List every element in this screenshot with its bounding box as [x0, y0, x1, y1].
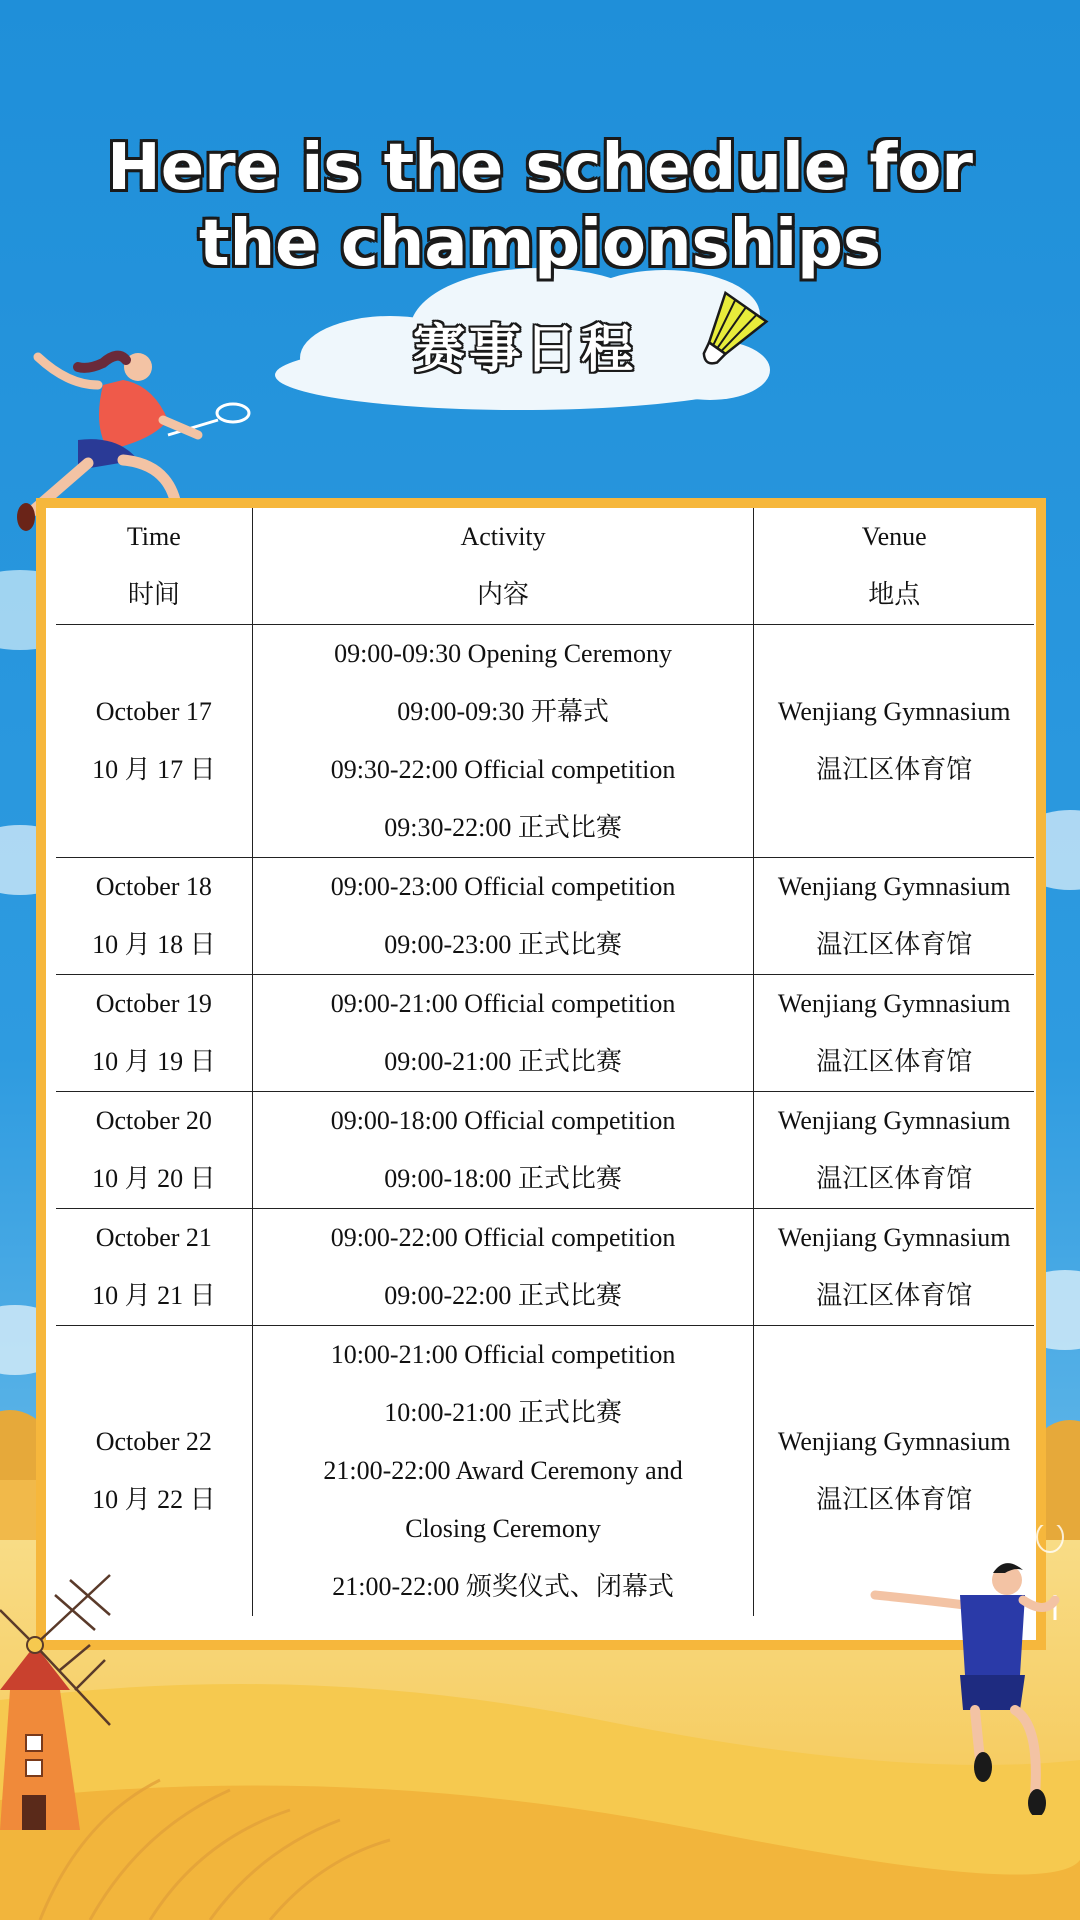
subtitle: 赛事日程: [412, 320, 637, 380]
venue-cell: Wenjiang Gymnasium 温江区体育馆: [754, 858, 1034, 975]
windmill-icon: [0, 1550, 140, 1850]
table-header-row: [56, 508, 1034, 625]
date-cell: October 18 10 月 18 日: [56, 858, 252, 975]
title-line-1: Here is the schedule for: [107, 131, 973, 205]
date-cell: October 21 10 月 21 日: [56, 1209, 252, 1326]
table-row: [56, 975, 1034, 1092]
date-cell: October 20 10 月 20 日: [56, 1092, 252, 1209]
activity-cell: 09:00-21:00 Official competition 09:00-21:00 正式比赛: [252, 975, 754, 1092]
male-player-icon: [865, 1525, 1065, 1815]
table-row: [56, 1209, 1034, 1326]
table-row: [56, 858, 1034, 975]
date-cell: October 22 10 月 22 日: [56, 1326, 252, 1617]
title-line-2: the championships: [199, 207, 881, 281]
schedule-table: [56, 508, 1034, 1616]
venue-cell: Wenjiang Gymnasium 温江区体育馆: [754, 1092, 1034, 1209]
date-cell: October 17 10 月 17 日: [56, 625, 252, 858]
shuttlecock-icon: [668, 290, 778, 385]
table-row: [56, 1092, 1034, 1209]
date-cell: October 19 10 月 19 日: [56, 975, 252, 1092]
venue-cell: Wenjiang Gymnasium 温江区体育馆: [754, 1326, 1034, 1617]
activity-cell: 09:00-22:00 Official competition 09:00-22:00 正式比赛: [252, 1209, 754, 1326]
activity-cell: 09:00-09:30 Opening Ceremony 09:00-09:30 开幕式 09:30-22:00 Official competition 09:30-22:00 正式比赛: [252, 625, 754, 858]
header-activity: Activity 内容: [252, 508, 754, 625]
header-venue: Venue 地点: [754, 508, 1034, 625]
schedule-board: [36, 498, 1046, 1650]
venue-cell: Wenjiang Gymnasium 温江区体育馆: [754, 1209, 1034, 1326]
activity-cell: 09:00-18:00 Official competition 09:00-18:00 正式比赛: [252, 1092, 754, 1209]
venue-cell: Wenjiang Gymnasium 温江区体育馆: [754, 975, 1034, 1092]
header-time: Time 时间: [56, 508, 252, 625]
table-row: [56, 625, 1034, 858]
venue-cell: Wenjiang Gymnasium 温江区体育馆: [754, 625, 1034, 858]
activity-cell: 09:00-23:00 Official competition 09:00-23:00 正式比赛: [252, 858, 754, 975]
activity-cell: 10:00-21:00 Official competition 10:00-21:00 正式比赛 21:00-22:00 Award Ceremony and Closing Ceremony 21:00-22:00 颁奖仪式、闭幕式: [252, 1326, 754, 1617]
